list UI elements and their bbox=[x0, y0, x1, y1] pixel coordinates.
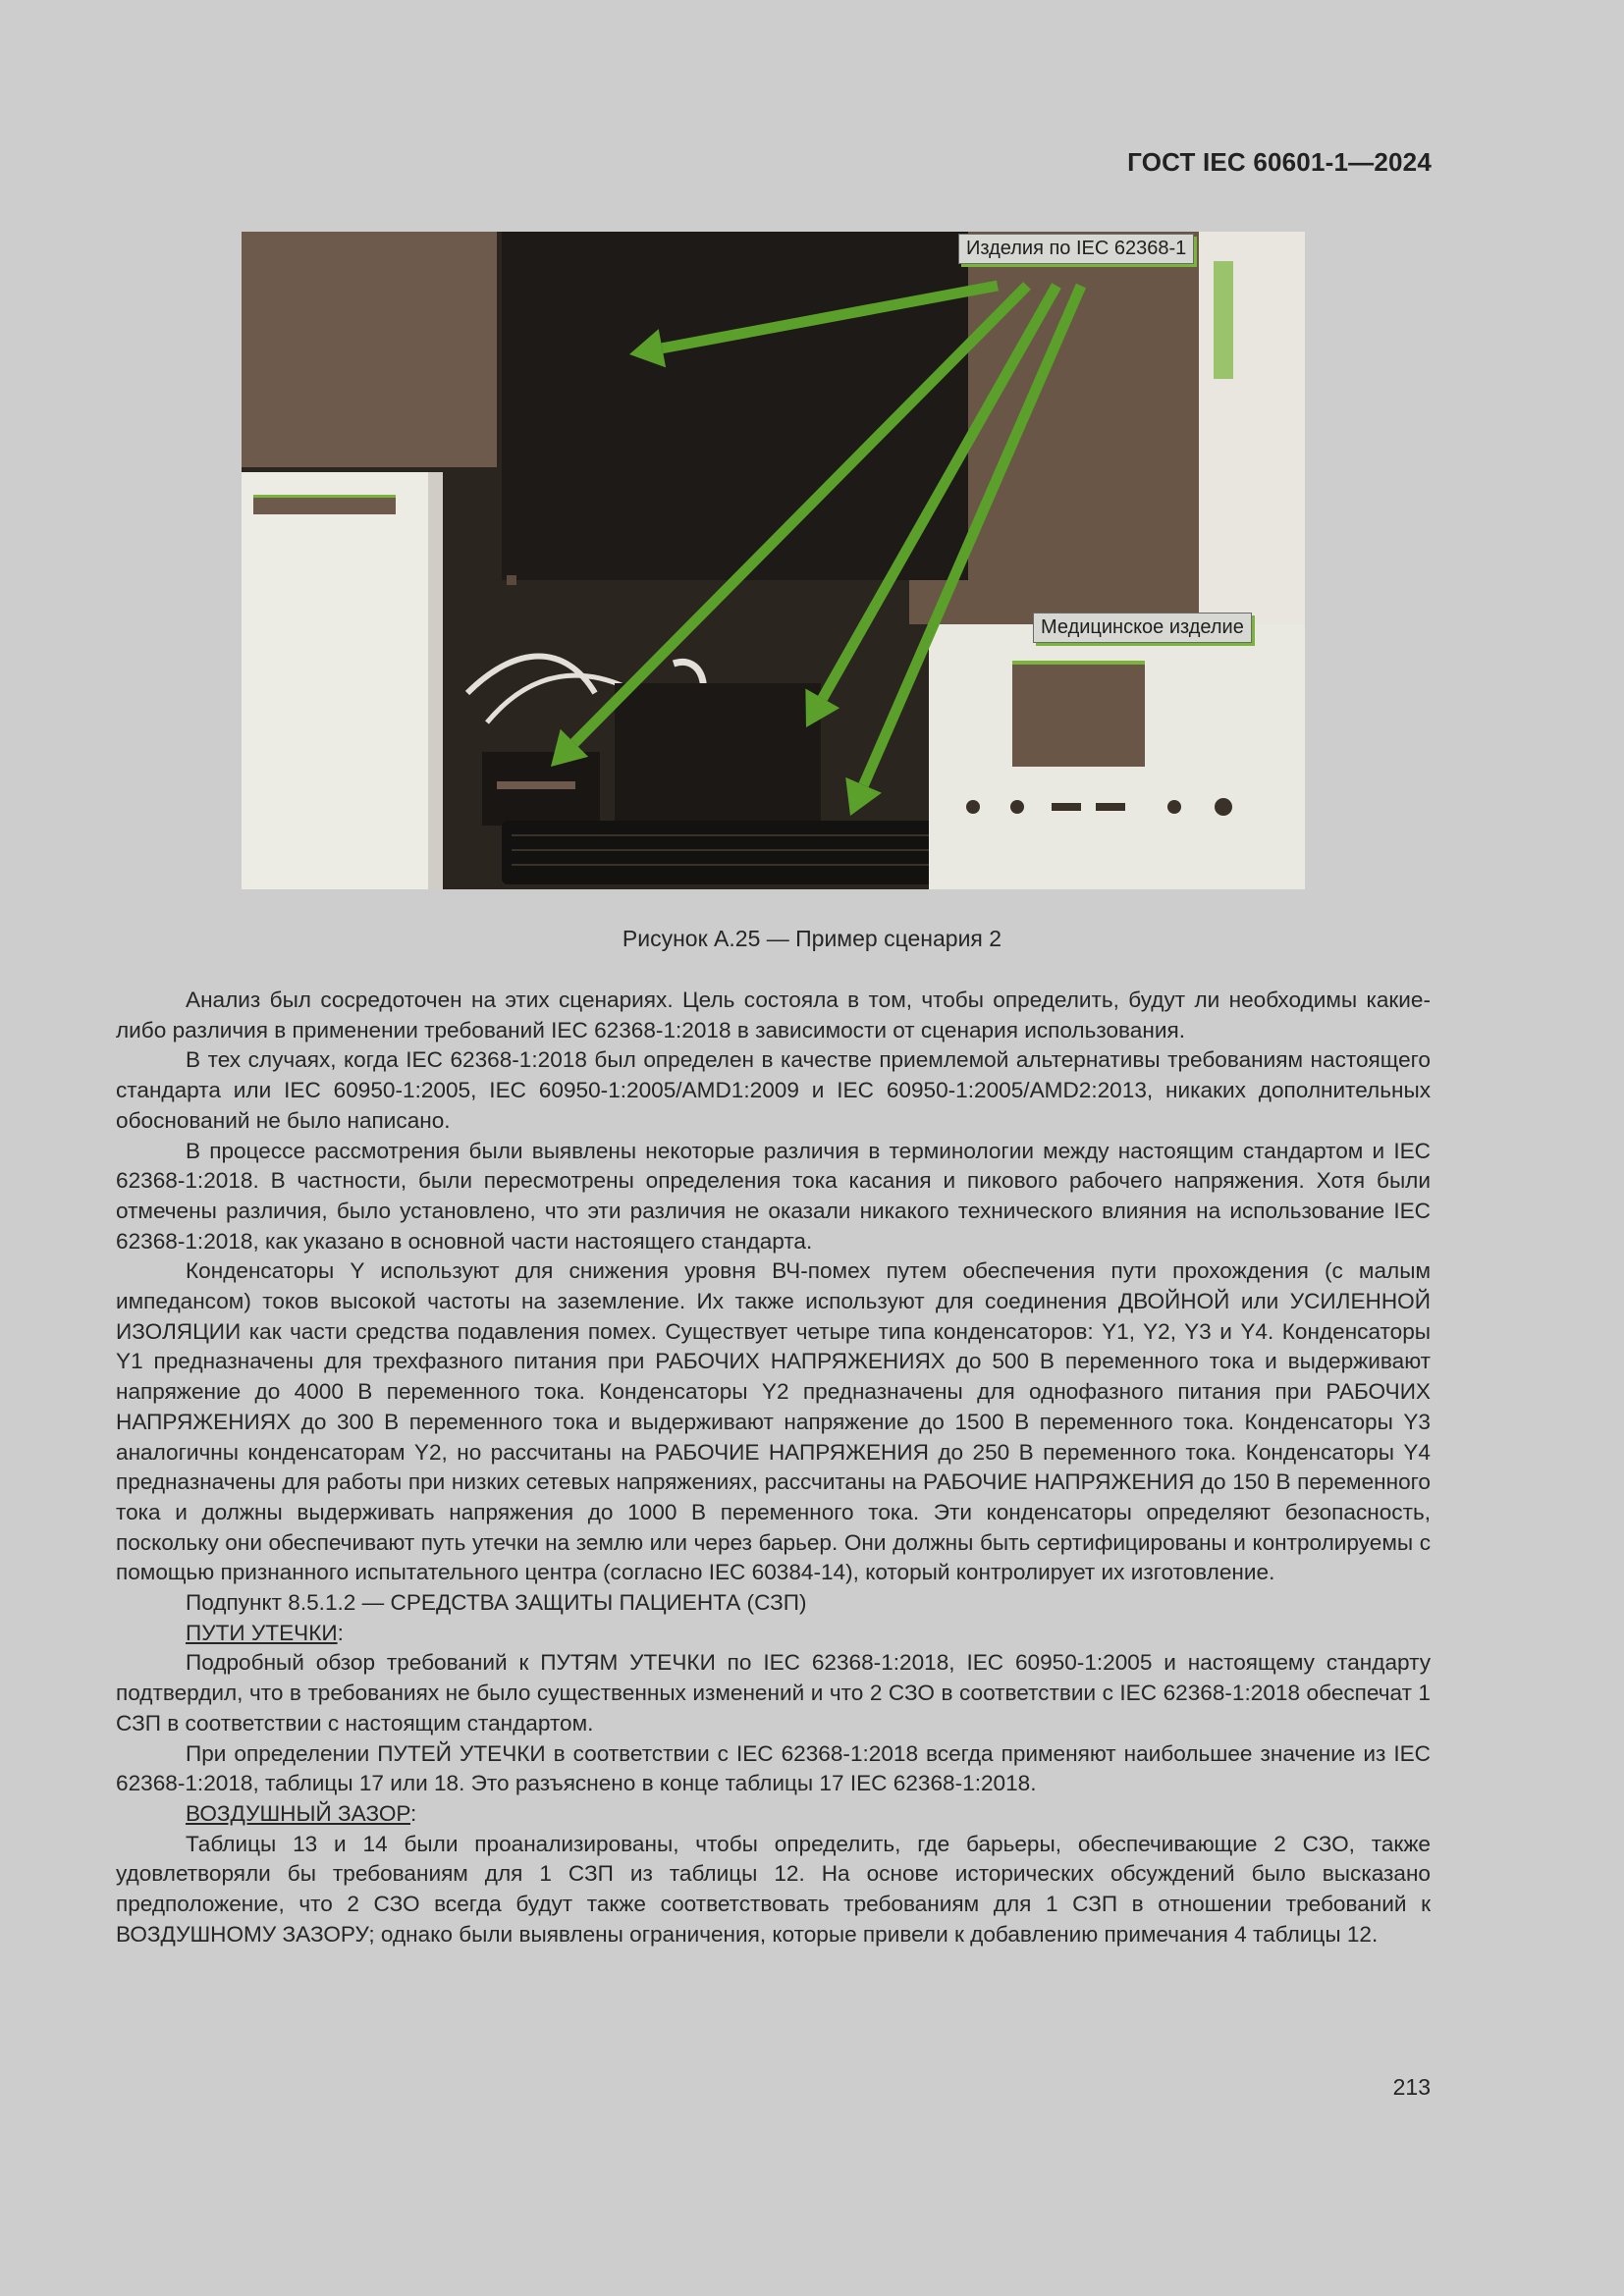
pc-tower bbox=[615, 683, 821, 830]
wall-left bbox=[242, 232, 497, 467]
callout-products: Изделия по IEC 62368-1 bbox=[958, 234, 1194, 264]
paragraph-y-capacitors: Конденсаторы Y используют для снижения уровня ВЧ-помех путем обеспечения пути прохождения (с малым импедансом) токов высокой частоты на заземление. Их также используют для соединения ДВОЙНОЙ или УСИЛЕННОЙ ИЗОЛЯЦИИ как части средства подавления помех. Существует четыре типа конденсаторов: Y1, Y2, Y3 и Y4. Конденсаторы Y1 предназначены для трехфазного питания при РАБОЧИХ НАПРЯЖЕНИЯХ до 500 В переменного тока и выдерживают напряжение до 4000 В переменного тока. Конденсаторы Y2 предназначены для однофазного питания при РАБОЧИХ НАПРЯЖЕНИЯХ до 300 В переменного тока и выдерживают напряжение до 1500 В переменного тока. Конденсаторы Y3 аналогичны конденсаторам Y2, но рассчитаны на РАБОЧИЕ НАПРЯЖЕНИЯ до 250 В переменного тока. Конденсаторы Y4 предназначены для работы при низких сетевых напряжениях, рассчитаны на РАБОЧИЕ НАПРЯЖЕНИЯ до 150 В переменного тока и должны выдерживать напряжения до 1000 В переменного тока. Эти конденсаторы определяют безопасность, поскольку они обеспечивают путь утечки на землю или через барьер. Они должны быть сертифицированы и контролируемы с помощью признанного испытательного центра (согласно IEC 60384-14), который контролирует их изготовление. bbox=[116, 1258, 1431, 1585]
figure-caption: Рисунок А.25 — Пример сценария 2 bbox=[622, 926, 1002, 951]
callout-medical-device: Медицинское изделие bbox=[1033, 613, 1252, 643]
creepage-heading-colon: : bbox=[337, 1620, 344, 1645]
paragraph-creepage-determination: При определении ПУТЕЙ УТЕЧКИ в соответствии с IEC 62368-1:2018 всегда применяют наибольшее значение из IEC 62368-1:2018, таблицы 17 или 18. Это разъяснено в конце таблицы 17 IEC 62368-1:2018. bbox=[116, 1740, 1431, 1796]
figure-photo bbox=[242, 232, 1305, 889]
left-device bbox=[242, 472, 443, 889]
paragraph-clearance: Таблицы 13 и 14 были проанализированы, чтобы определить, где барьеры, обеспечивающие 2 СЗО, также удовлетворяли бы требованиям для 1 СЗП из таблицы 12. На основе исторических обсуждений было высказано предположение, что 2 СЗО всегда будут также соответствовать требованиям для 1 СЗП в отношении требований к ВОЗДУШНОМУ ЗАЗОРУ; однако были выявлены ограничения, которые привели к добавлению примечания 4 таблицы 12. bbox=[116, 1831, 1431, 1947]
body-text bbox=[116, 986, 1431, 1950]
paragraph-terminology: В процессе рассмотрения были выявлены некоторые различия в терминологии между настоящим стандартом и IEC 62368-1:2018. В частности, были пересмотрены определения тока касания и пикового рабочего напряжения. Хотя были отмечены различия, было установлено, что эти различия не оказали никакого технического влияния на использование IEC 62368-1:2018, как указано в основной части настоящего стандарта. bbox=[116, 1138, 1431, 1254]
document-header: ГОСТ IEC 60601-1—2024 bbox=[1127, 147, 1432, 177]
page-number: 213 bbox=[1392, 2074, 1431, 2100]
keyboard bbox=[502, 821, 944, 884]
creepage-heading: ПУТИ УТЕЧКИ bbox=[186, 1620, 338, 1645]
subclause-heading: Подпункт 8.5.1.2 — СРЕДСТВА ЗАЩИТЫ ПАЦИЕНТА (СЗП) bbox=[186, 1590, 807, 1616]
creepage-heading-line bbox=[116, 1619, 1431, 1649]
monitor bbox=[502, 232, 968, 580]
paragraph-creepage-review: Подробный обзор требований к ПУТЯМ УТЕЧКИ по IEC 62368-1:2018, IEC 60950-1:2005 и настоящему стандарту подтвердил, что в требованиях не было существенных изменений и что 2 СЗО в соответствии с IEC 62368-1:2018 обеспечат 1 СЗП в соответствии с настоящим стандартом. bbox=[116, 1650, 1431, 1735]
clearance-heading-colon: : bbox=[410, 1800, 417, 1826]
clearance-heading-line bbox=[116, 1799, 1431, 1830]
clearance-heading: ВОЗДУШНЫЙ ЗАЗОР bbox=[186, 1800, 410, 1826]
paragraph-analysis: Анализ был сосредоточен на этих сценариях. Цель состояла в том, чтобы определить, будут ли необходимы какие-либо различия в применении требований IEC 62368-1:2018 в зависимости от сценария использования. bbox=[116, 988, 1431, 1042]
photo-illustration bbox=[242, 232, 1305, 889]
paragraph-alternative: В тех случаях, когда IEC 62368-1:2018 был определен в качестве приемлемой альтернативы требованиям настоящего стандарта или IEC 60950-1:2005, IEC 60950-1:2005/AMD1:2009 и IEC 60950-1:2005/AMD2:2013, никаких дополнительных обоснований не было написано. bbox=[116, 1047, 1431, 1133]
